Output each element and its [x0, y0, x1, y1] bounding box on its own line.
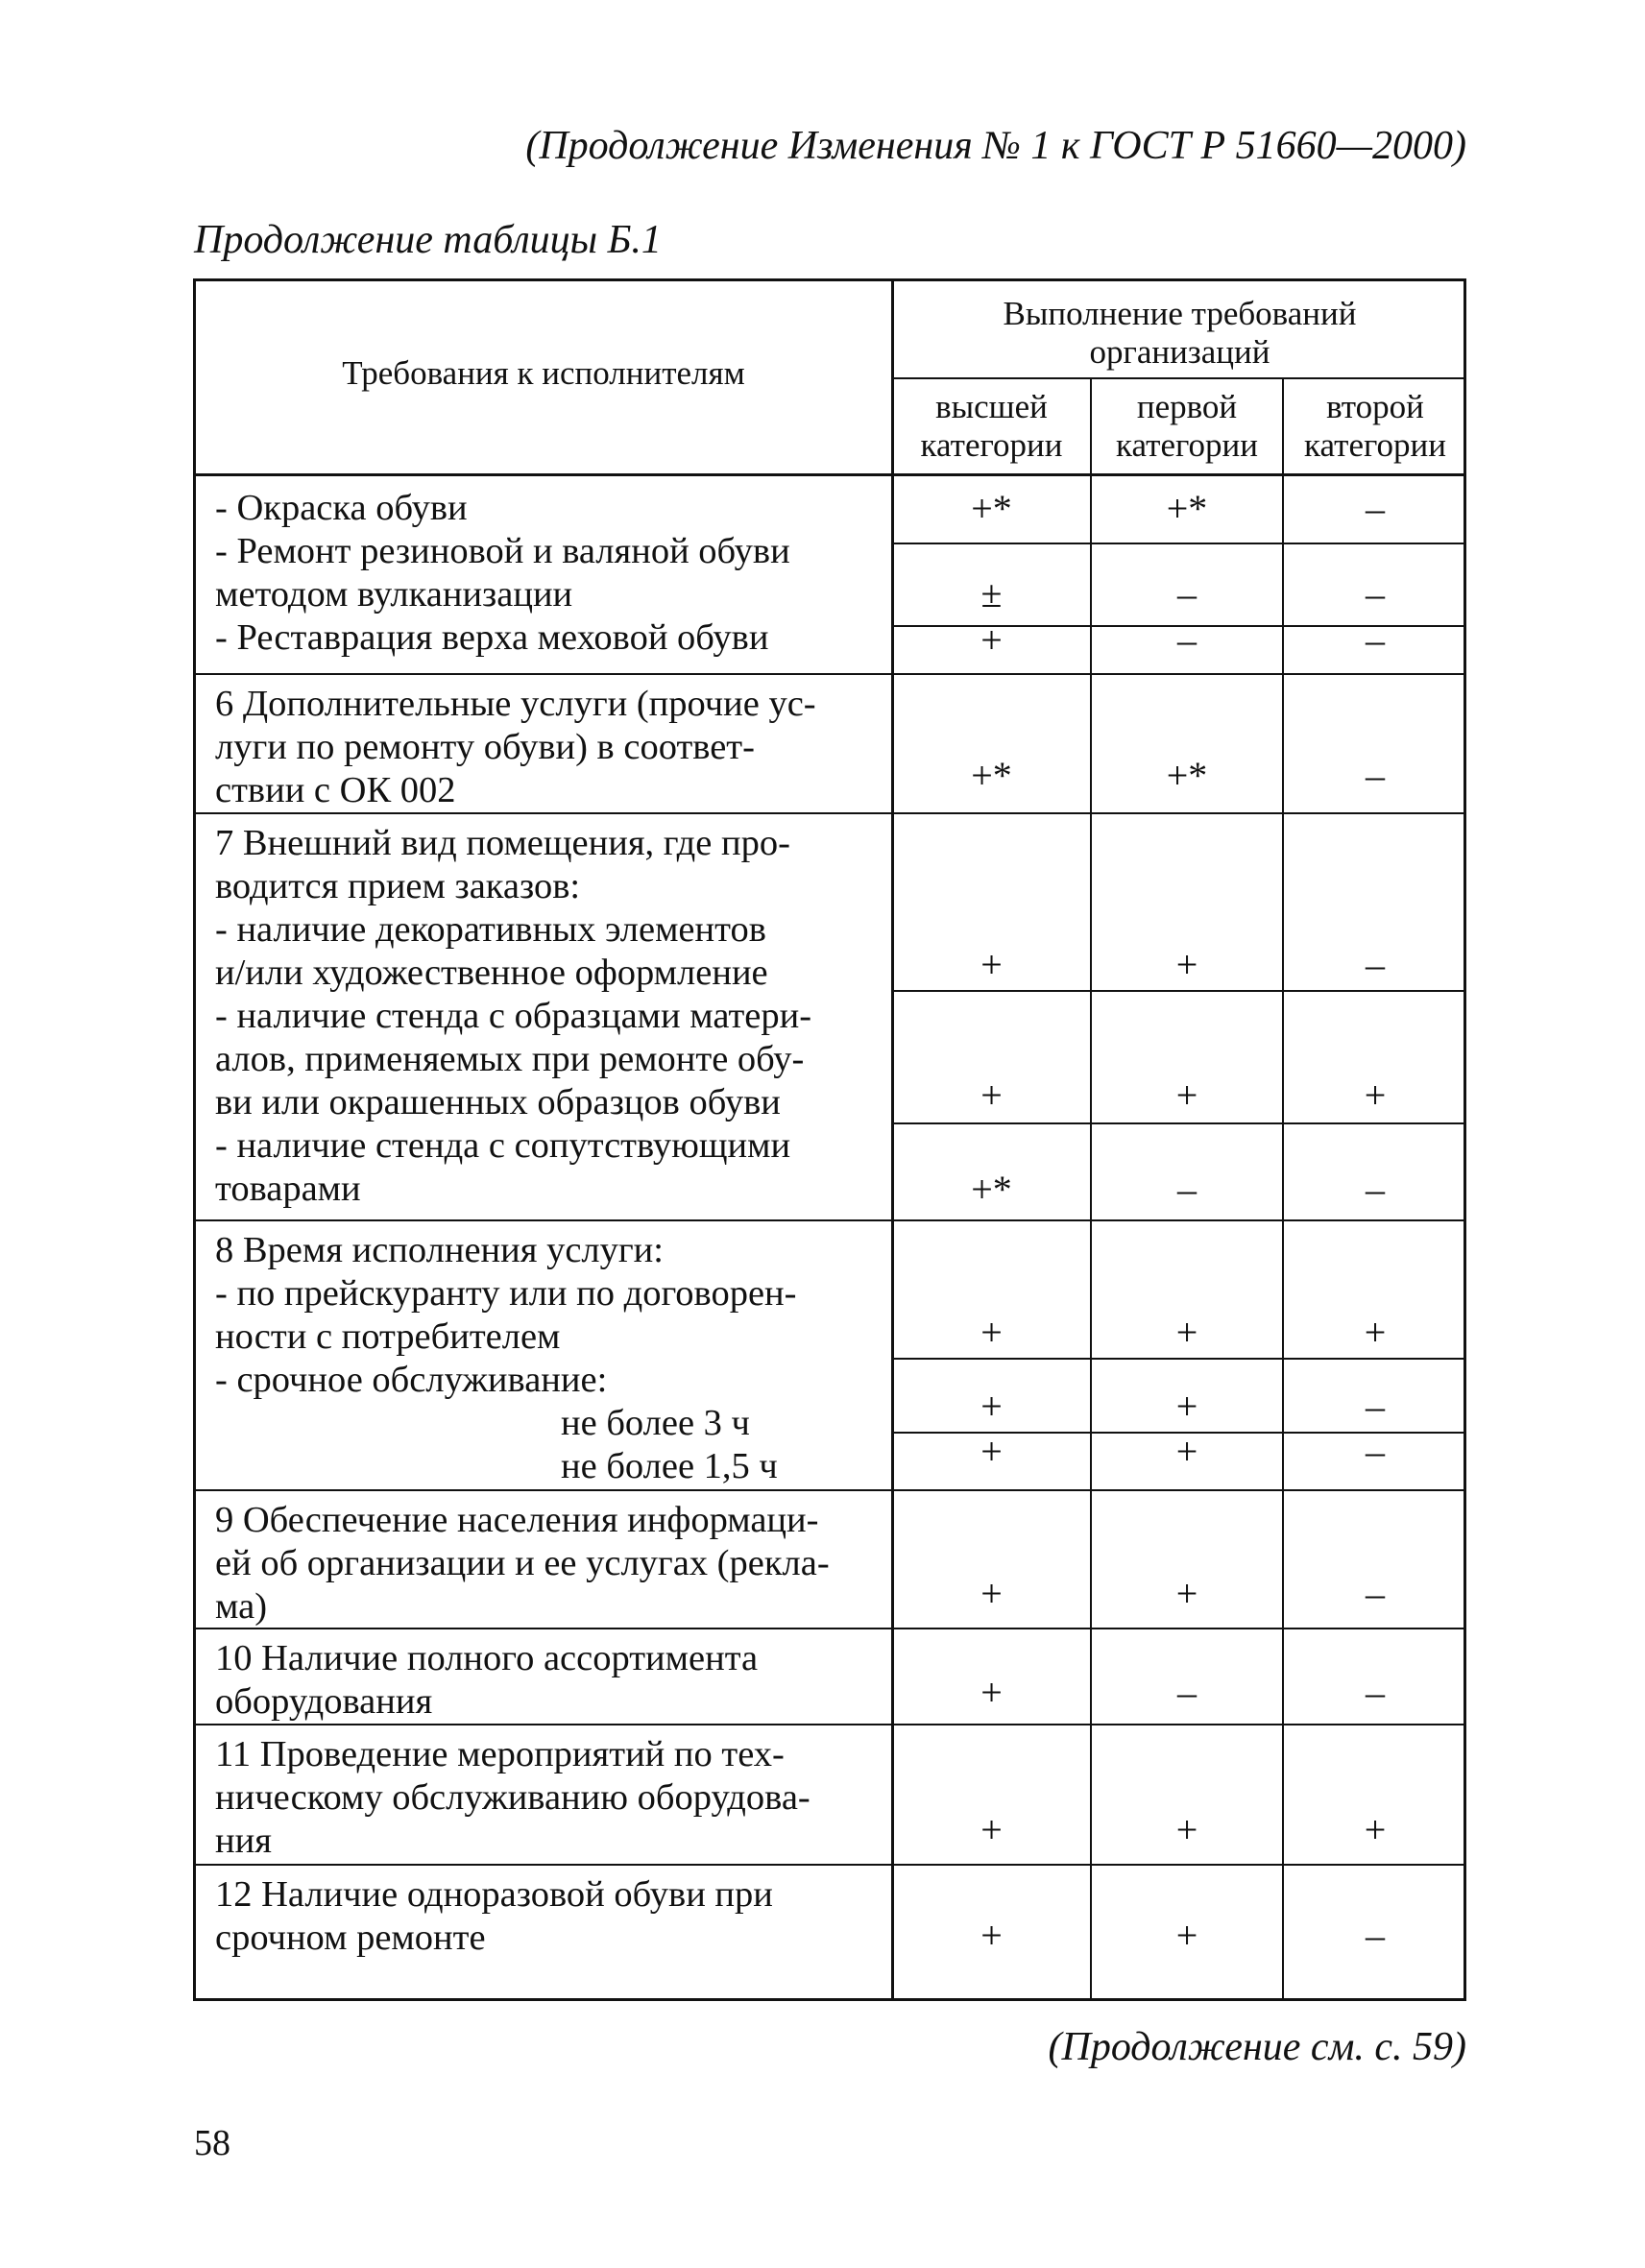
requirement-line: ма)	[215, 1586, 268, 1627]
header-sub-line2: категории	[1304, 426, 1446, 464]
compliance-mark: +	[1175, 1430, 1198, 1473]
block-divider	[196, 1489, 1466, 1491]
requirement-line: 10 Наличие полного ассортимента	[215, 1638, 759, 1678]
compliance-mark: +	[980, 618, 1003, 662]
requirement-line: товарами	[215, 1169, 361, 1209]
requirement-text	[215, 1733, 878, 1863]
block-divider	[196, 1724, 1466, 1725]
compliance-mark: –	[1177, 1168, 1197, 1211]
header-sub-line1: второй	[1326, 388, 1424, 425]
compliance-mark: +	[1175, 943, 1198, 986]
header-group-line2: организаций	[1089, 333, 1270, 371]
requirement-line: методом вулканизации	[215, 574, 573, 615]
requirement-line: - Ремонт резиновой и валяной обуви	[215, 531, 790, 571]
compliance-mark: –	[1177, 618, 1197, 662]
header-requirements: Требования к исполнителям	[342, 354, 745, 392]
header-sub-line1: высшей	[935, 388, 1048, 425]
compliance-mark: +*	[971, 1168, 1012, 1211]
requirement-line: 11 Проведение мероприятий по тех-	[215, 1734, 785, 1774]
block-divider	[196, 1219, 1466, 1221]
compliance-mark: –	[1366, 1671, 1385, 1714]
requirement-line: - срочное обслуживание:	[215, 1360, 608, 1400]
subrow-divider	[891, 1122, 1466, 1124]
compliance-mark: +	[1175, 1311, 1198, 1354]
compliance-mark: +	[980, 1671, 1003, 1714]
requirement-line: - по прейскуранту или по договорен-	[215, 1273, 797, 1314]
requirement-text	[215, 1873, 878, 1960]
compliance-mark: ±	[980, 572, 1003, 615]
header-sub-line1: первой	[1136, 388, 1238, 425]
subrow-divider	[891, 543, 1466, 544]
page-number: 58	[194, 2123, 230, 2163]
compliance-mark: –	[1366, 1430, 1385, 1473]
compliance-mark: +	[1175, 1385, 1198, 1428]
requirement-line: ническому обслуживанию оборудова-	[215, 1777, 810, 1818]
header-group-divider	[891, 377, 1466, 379]
compliance-mark: +	[1175, 1074, 1198, 1117]
compliance-mark: +*	[971, 487, 1012, 530]
compliance-mark: +	[980, 1311, 1003, 1354]
requirement-line: оборудования	[215, 1681, 433, 1722]
requirement-text	[215, 487, 878, 660]
requirement-line: алов, применяемых при ремонте обу-	[215, 1039, 805, 1079]
header-highest-category	[893, 388, 1090, 465]
compliance-mark: +	[1364, 1074, 1387, 1117]
requirement-text	[215, 822, 878, 1211]
requirement-line: ности с потребителем	[215, 1316, 561, 1357]
compliance-mark: +	[980, 943, 1003, 986]
requirement-line: водится прием заказов:	[215, 866, 581, 906]
requirement-line: - Окраска обуви	[215, 488, 468, 528]
compliance-mark: –	[1366, 572, 1385, 615]
compliance-mark: +	[980, 1430, 1003, 1473]
col-divider-main	[891, 281, 894, 1998]
compliance-mark: –	[1177, 572, 1197, 615]
requirement-line: - наличие стенда с образцами матери-	[215, 996, 812, 1036]
requirement-line: - Реставрация верха меховой обуви	[215, 617, 769, 658]
table-caption: Продолжение таблицы Б.1	[194, 218, 662, 262]
compliance-mark: –	[1366, 487, 1385, 530]
block-divider	[196, 1864, 1466, 1866]
header-group	[893, 295, 1466, 372]
compliance-mark: +	[1364, 1808, 1387, 1851]
requirement-line: ви или окрашенных образцов обуви	[215, 1082, 781, 1122]
requirement-line: 12 Наличие одноразовой обуви при	[215, 1874, 773, 1915]
requirement-line: ей об организации и ее услугах (рекла-	[215, 1543, 830, 1583]
compliance-mark: +	[980, 1808, 1003, 1851]
requirement-line: ния	[215, 1821, 272, 1861]
header-sub-line2: категории	[1116, 426, 1258, 464]
compliance-mark: –	[1366, 1914, 1385, 1957]
compliance-mark: –	[1366, 1572, 1385, 1615]
running-head: (Продолжение Изменения № 1 к ГОСТ Р 51660—2000)	[525, 124, 1466, 168]
compliance-mark: +	[980, 1914, 1003, 1957]
compliance-mark: +	[1175, 1808, 1198, 1851]
block-divider	[196, 812, 1466, 814]
block-divider	[196, 673, 1466, 675]
requirement-text	[215, 683, 878, 812]
compliance-mark: +	[1175, 1914, 1198, 1957]
compliance-mark: +	[980, 1074, 1003, 1117]
header-bottom-line	[196, 473, 1466, 476]
compliance-mark: +*	[1166, 487, 1208, 530]
compliance-mark: –	[1177, 1671, 1197, 1714]
requirement-line: и/или художественное оформление	[215, 953, 768, 993]
compliance-mark: –	[1366, 754, 1385, 797]
compliance-mark: +	[1364, 1311, 1387, 1354]
subrow-divider	[891, 1358, 1466, 1360]
compliance-mark: +	[980, 1572, 1003, 1615]
header-group-line1: Выполнение требований	[1003, 295, 1357, 332]
requirement-line: - наличие декоративных элементов	[215, 909, 766, 950]
requirements-table	[193, 278, 1466, 2001]
compliance-mark: –	[1366, 943, 1385, 986]
requirement-line: 7 Внешний вид помещения, где про-	[215, 823, 790, 863]
compliance-mark: +	[980, 1385, 1003, 1428]
header-sub-line2: категории	[920, 426, 1063, 464]
header-second-category	[1284, 388, 1466, 465]
requirement-line: 8 Время исполнения услуги:	[215, 1230, 664, 1270]
compliance-mark: –	[1366, 1385, 1385, 1428]
requirement-line: срочном ремонте	[215, 1918, 486, 1958]
requirement-text	[215, 1229, 878, 1488]
requirement-line: луги по ремонту обуви) в соответ-	[215, 727, 755, 767]
continuation-note: (Продолжение см. с. 59)	[1048, 2025, 1466, 2069]
compliance-mark: +*	[1166, 754, 1208, 797]
requirement-line: 6 Дополнительные услуги (прочие ус-	[215, 684, 816, 724]
header-first-category	[1092, 388, 1282, 465]
compliance-mark: +	[1175, 1572, 1198, 1615]
requirement-line: ствии с ОК 002	[215, 770, 456, 810]
requirement-text	[215, 1637, 878, 1724]
requirement-line: - наличие стенда с сопутствующими	[215, 1125, 791, 1166]
compliance-mark: +*	[971, 754, 1012, 797]
subrow-divider	[891, 990, 1466, 992]
requirement-line: 9 Обеспечение населения информаци-	[215, 1500, 819, 1540]
requirement-text	[215, 1499, 878, 1629]
compliance-mark: –	[1366, 618, 1385, 662]
requirement-line: не более 1,5 ч	[561, 1446, 778, 1486]
compliance-mark: –	[1366, 1168, 1385, 1211]
requirement-line: не более 3 ч	[561, 1403, 750, 1443]
